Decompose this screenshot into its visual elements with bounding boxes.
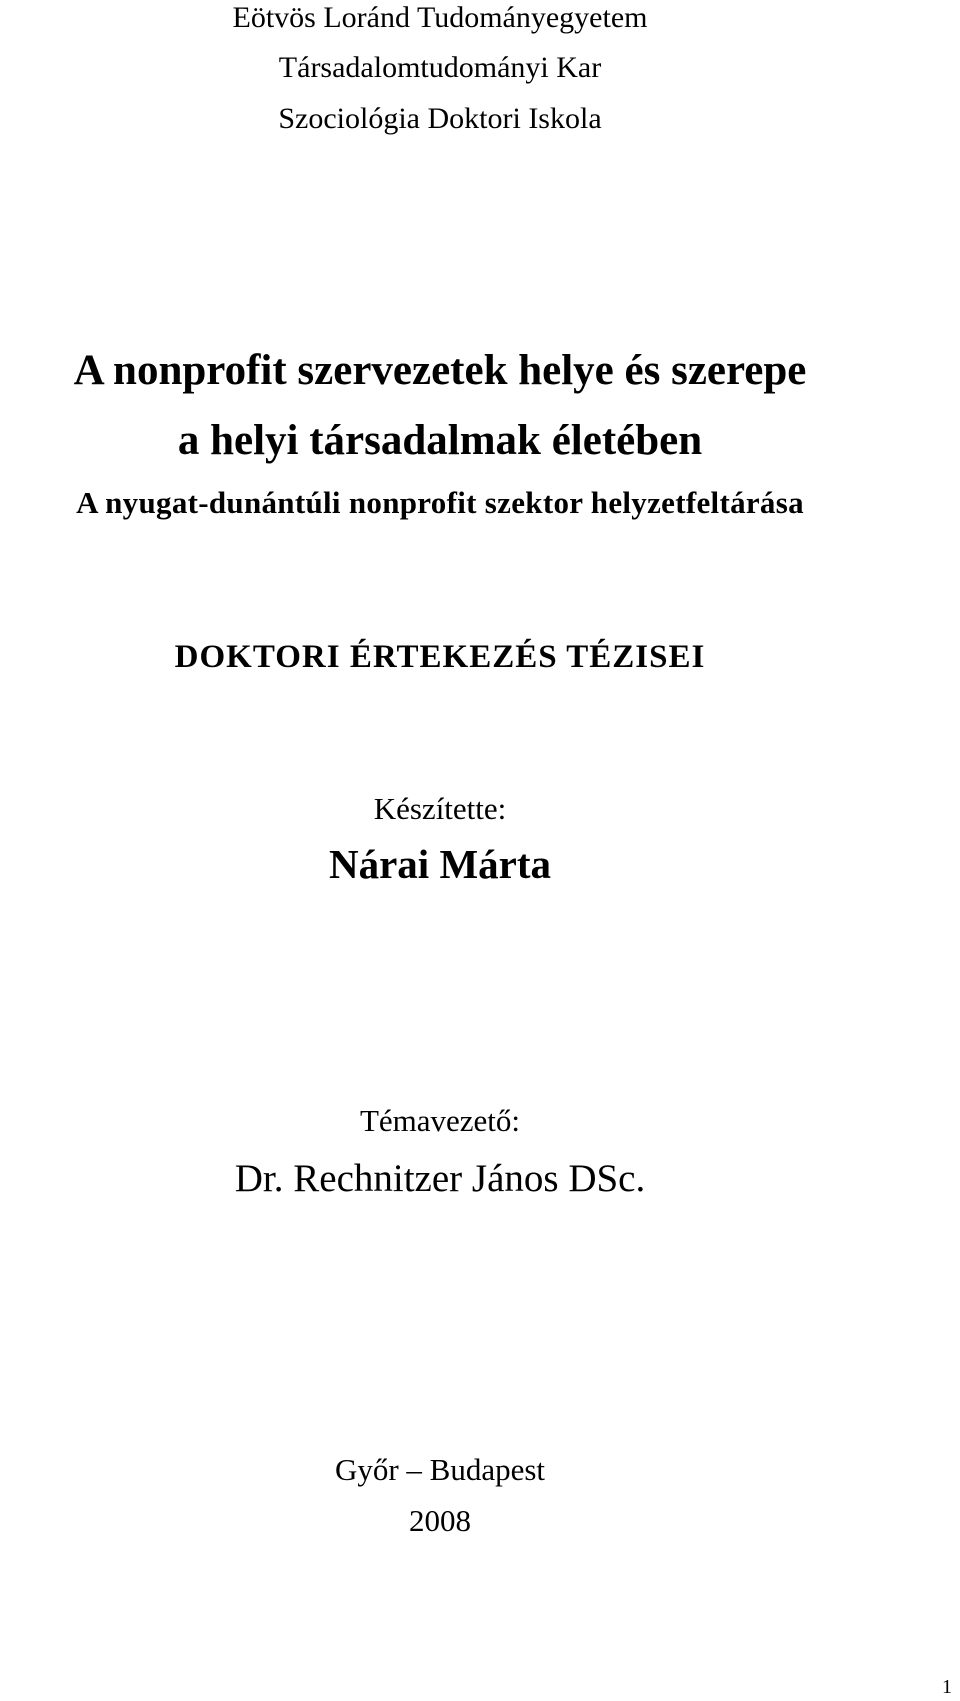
document-type: DOKTORI ÉRTEKEZÉS TÉZISEI xyxy=(174,639,706,675)
university-name: Eötvös Loránd Tudományegyetem xyxy=(232,1,648,34)
author-name: Nárai Márta xyxy=(329,841,551,887)
supervisor-label: Témavezető: xyxy=(359,1103,521,1138)
thesis-subtitle: A nyugat-dunántúli nonprofit szektor helyzetfeltárása xyxy=(76,485,804,520)
author-label: Készítette: xyxy=(373,791,507,826)
doctoral-school-name: Szociológia Doktori Iskola xyxy=(278,102,602,135)
page-number: 1 xyxy=(942,1676,952,1698)
supervisor-name: Dr. Rechnitzer János DSc. xyxy=(234,1157,646,1200)
publication-year: 2008 xyxy=(409,1503,471,1538)
faculty-name: Társadalomtudományi Kar xyxy=(278,51,602,84)
thesis-title-line-2: a helyi társadalmak életében xyxy=(177,417,703,464)
thesis-title-line-1: A nonprofit szervezetek helye és szerepe xyxy=(73,347,807,394)
publication-place: Győr – Budapest xyxy=(334,1452,546,1487)
